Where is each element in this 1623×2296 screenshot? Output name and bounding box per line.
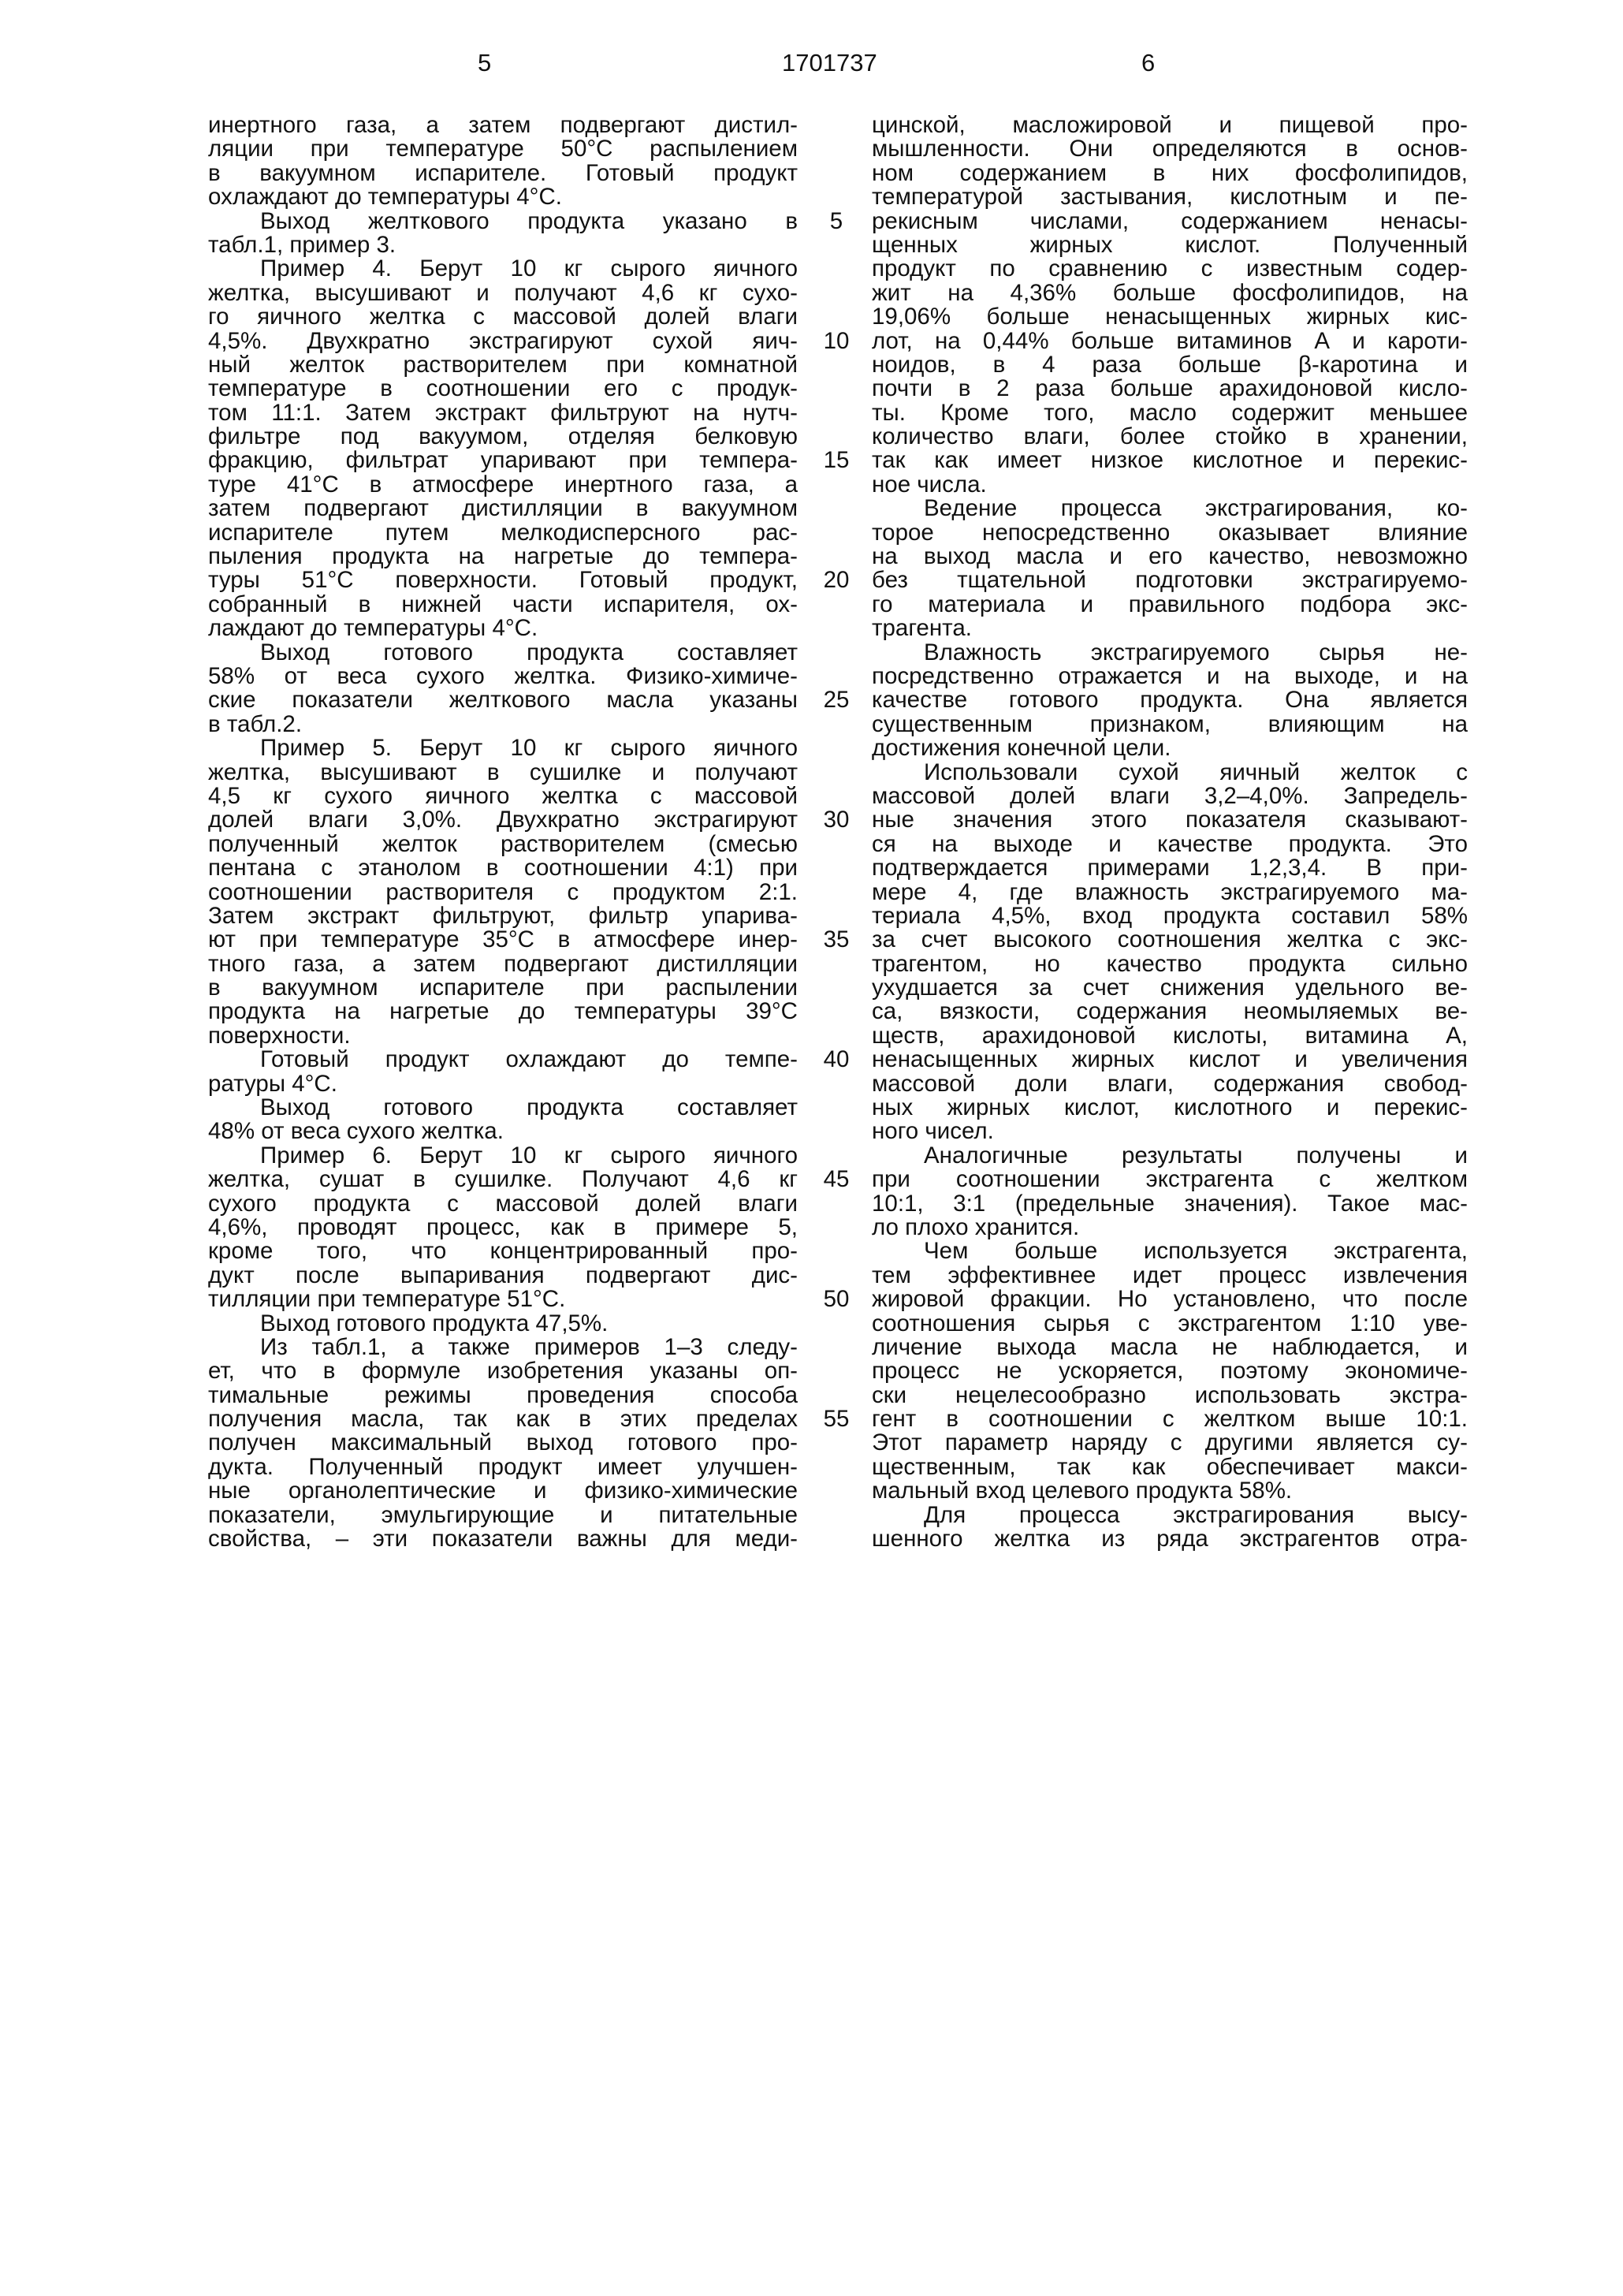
text-line: териала 4,5%, вход продукта составил 58% — [872, 902, 1468, 929]
text-line: ненасыщенных жирных кислот и увеличения — [872, 1046, 1468, 1073]
text-line: лот, на 0,44% больше витаминов А и кароти- — [872, 327, 1468, 354]
text-line: мере 4, где влажность экстрагируемого ма- — [872, 878, 1468, 905]
text-line: в вакуумном испарителе при распылении — [208, 975, 798, 1001]
text-line: ют при температуре 35°С в атмосфере инер- — [208, 926, 798, 953]
text-line: поверхности. — [208, 1022, 351, 1049]
text-line: ноидов, в 4 раза больше β-каротина и — [872, 351, 1468, 378]
text-line: ные значения этого показателя сказывают- — [872, 807, 1468, 833]
text-line: сухого продукта с массовой долей влаги — [208, 1190, 798, 1217]
text-line: жит на 4,36% больше фосфолипидов, на — [872, 279, 1468, 306]
text-line: посредственно отражается и на выходе, и на — [872, 662, 1468, 689]
line-number: 5 — [829, 207, 843, 234]
line-number: 25 — [823, 687, 850, 714]
left-column — [208, 114, 798, 1551]
text-line: существенным признаком, влияющим на — [872, 710, 1468, 737]
text-line: шенного желтка из ряда экстрагентов отра- — [872, 1526, 1468, 1552]
line-number: 45 — [823, 1166, 850, 1193]
text-line: ном содержанием в них фосфолипидов, — [872, 159, 1468, 186]
text-line: тилляции при температуре 51°С. — [208, 1286, 566, 1313]
text-line: гент в соотношении с желтком выше 10:1. — [872, 1406, 1468, 1433]
text-line: 48% от веса сухого желтка. — [208, 1118, 504, 1145]
text-line: температурой застывания, кислотным и пе- — [872, 184, 1468, 211]
text-line: полученный желток растворителем (смесью — [208, 830, 798, 857]
text-line: Для процесса экстрагирования высу- — [924, 1501, 1468, 1528]
text-line: ляции при температуре 50°С распылением — [208, 136, 798, 162]
text-line: том 11:1. Затем экстракт фильтруют на нутч- — [208, 399, 798, 426]
text-line: го яичного желтка с массовой долей влаги — [208, 304, 798, 330]
text-line: 4,5 кг сухого яичного желтка с массовой — [208, 782, 798, 809]
patent-number: 1701737 — [782, 49, 877, 76]
text-line: 19,06% больше ненасыщенных жирных кис- — [872, 304, 1468, 330]
text-line: Выход готового продукта составляет — [260, 639, 798, 665]
text-line: Аналогичные результаты получены и — [924, 1142, 1468, 1168]
text-line: 4,6%, проводят процесс, как в примере 5, — [208, 1213, 798, 1240]
text-line: Пример 4. Берут 10 кг сырого яичного — [260, 255, 798, 282]
text-line: получения масла, так как в этих пределах — [208, 1406, 798, 1433]
text-line: массовой долей влаги 3,2–4,0%. Запредель- — [872, 782, 1468, 809]
text-line: ло плохо хранится. — [872, 1213, 1080, 1240]
text-line: Из табл.1, а также примеров 1–3 следу- — [260, 1333, 798, 1360]
text-line: личение выхода масла не наблюдается, и — [872, 1333, 1468, 1360]
text-line: ществ, арахидоновой кислоты, витамина А, — [872, 1022, 1468, 1049]
text-line: подтверждается примерами 1,2,3,4. В при- — [872, 855, 1468, 882]
text-line: получен максимальный выход готового про- — [208, 1429, 798, 1456]
text-line: трагента. — [872, 615, 972, 642]
line-number: 40 — [823, 1046, 850, 1073]
line-number: 55 — [823, 1406, 850, 1433]
text-line: тимальные режимы проведения способа — [208, 1381, 798, 1408]
text-line: Готовый продукт охлаждают до темпе- — [260, 1046, 798, 1073]
text-line: Ведение процесса экстрагирования, ко- — [924, 495, 1468, 522]
line-number: 50 — [823, 1286, 850, 1313]
text-line: ные органолептические и физико-химические — [208, 1478, 798, 1504]
text-line: ски нецелесообразно использовать экстра- — [872, 1381, 1468, 1408]
text-line: ного чисел. — [872, 1118, 994, 1145]
text-line: пыления продукта на нагретые до темпера- — [208, 543, 798, 570]
text-line: Затем экстракт фильтруют, фильтр упарива- — [208, 902, 798, 929]
text-line: туре 41°С в атмосфере инертного газа, а — [208, 471, 798, 498]
text-line: Чем больше используется экстрагента, — [924, 1238, 1468, 1265]
page-number-right: 6 — [1141, 49, 1156, 76]
text-line: мальный вход целевого продукта 58%. — [872, 1478, 1293, 1504]
line-number: 30 — [823, 807, 850, 833]
text-line: желтка, сушат в сушилке. Получают 4,6 кг — [208, 1166, 798, 1193]
text-line: ся на выходе и качестве продукта. Это — [872, 830, 1468, 857]
text-line: желтка, высушивают в сушилке и получают — [208, 758, 798, 785]
text-line: щественным, так как обеспечивает макси- — [872, 1453, 1468, 1480]
text-line: са, вязкости, содержания неомыляемых ве- — [872, 998, 1468, 1025]
text-line: ские показатели желткового масла указаны — [208, 687, 798, 714]
text-line: за счет высокого соотношения желтка с экс- — [872, 926, 1468, 953]
text-line: дукта. Полученный продукт имеет улучшен- — [208, 1453, 798, 1480]
text-line: достижения конечной цели. — [872, 735, 1171, 762]
text-line: без тщательной подготовки экстрагируемо- — [872, 567, 1468, 594]
text-line: Выход готового продукта составляет — [260, 1094, 798, 1121]
text-line: табл.1, пример 3. — [208, 231, 396, 258]
text-line: долей влаги 3,0%. Двухкратно экстрагируют — [208, 807, 798, 833]
line-number-gutter — [813, 114, 859, 1551]
text-line: на выход масла и его качество, невозможно — [872, 543, 1468, 570]
text-line: показатели, эмульгирующие и питательные — [208, 1501, 798, 1528]
text-line: желтка, высушивают и получают 4,6 кг сухо- — [208, 279, 798, 306]
text-line: тного газа, а затем подвергают дистилляции — [208, 950, 798, 977]
text-line: процесс не ускоряется, поэтому экономиче- — [872, 1358, 1468, 1385]
text-line: фильтре под вакуумом, отделяя белковую — [208, 423, 798, 450]
text-line: рекисным числами, содержанием ненасы- — [872, 207, 1468, 234]
line-number: 20 — [823, 567, 850, 594]
text-line: Выход желткового продукта указано в — [260, 207, 798, 234]
text-line: в табл.2. — [208, 710, 303, 737]
text-line: ратуры 4°С. — [208, 1070, 337, 1097]
text-line: цинской, масложировой и пищевой про- — [872, 112, 1468, 138]
text-line: продукта на нагретые до температуры 39°С — [208, 998, 798, 1025]
line-number: 15 — [823, 447, 850, 474]
text-line: пентана с этанолом в соотношении 4:1) при — [208, 855, 798, 882]
text-line: ное числа. — [872, 471, 987, 498]
text-line: ухудшается за счет снижения удельного ве- — [872, 975, 1468, 1001]
line-number: 35 — [823, 926, 850, 953]
text-line: затем подвергают дистилляции в вакуумном — [208, 495, 798, 522]
text-line: количество влаги, более стойко в хранении, — [872, 423, 1468, 450]
text-line: го материала и правильного подбора экс- — [872, 591, 1468, 617]
text-line: Пример 5. Берут 10 кг сырого яичного — [260, 735, 798, 762]
right-column — [872, 114, 1468, 1551]
line-number: 10 — [823, 327, 850, 354]
text-line: продукт по сравнению с известным содер- — [872, 255, 1468, 282]
text-line: мышленности. Они определяются в основ- — [872, 136, 1468, 162]
text-line: туры 51°С поверхности. Готовый продукт, — [208, 567, 798, 594]
text-line: в вакуумном испарителе. Готовый продукт — [208, 159, 798, 186]
text-line: ных жирных кислот, кислотного и перекис- — [872, 1094, 1468, 1121]
text-line: испарителе путем мелкодисперсного рас- — [208, 519, 798, 546]
text-line: свойства, – эти показатели важны для меди- — [208, 1526, 798, 1552]
text-line: 58% от веса сухого желтка. Физико-химиче- — [208, 662, 798, 689]
text-line: температуре в соотношении его с продук- — [208, 375, 798, 402]
text-line: собранный в нижней части испарителя, ох- — [208, 591, 798, 617]
text-line: почти в 2 раза больше арахидоновой кисло- — [872, 375, 1468, 402]
text-line: Использовали сухой яичный желток с — [924, 758, 1468, 785]
text-line: инертного газа, а затем подвергают дистил- — [208, 112, 798, 138]
text-line: щенных жирных кислот. Полученный — [872, 231, 1468, 258]
text-line: ный желток растворителем при комнатной — [208, 351, 798, 378]
text-line: тем эффективнее идет процесс извлечения — [872, 1262, 1468, 1288]
text-line: массовой доли влаги, содержания свобод- — [872, 1070, 1468, 1097]
text-line: Влажность экстрагируемого сырья не- — [924, 639, 1468, 665]
text-line: кроме того, что концентрированный про- — [208, 1238, 798, 1265]
text-line: жировой фракции. Но установлено, что после — [872, 1286, 1468, 1313]
text-line: Пример 6. Берут 10 кг сырого яичного — [260, 1142, 798, 1168]
text-line: при соотношении экстрагента с желтком — [872, 1166, 1468, 1193]
text-line: ет, что в формуле изобретения указаны оп- — [208, 1358, 798, 1385]
text-line: соотношении растворителя с продуктом 2:1. — [208, 878, 798, 905]
text-line: Этот параметр наряду с другими является су- — [872, 1429, 1468, 1456]
page-number-left: 5 — [478, 49, 492, 76]
text-line: 4,5%. Двухкратно экстрагируют сухой яич- — [208, 327, 798, 354]
text-line: трагентом, но качество продукта сильно — [872, 950, 1468, 977]
text-line: так как имеет низкое кислотное и перекис- — [872, 447, 1468, 474]
text-line: охлаждают до температуры 4°С. — [208, 184, 562, 211]
text-line: фракцию, фильтрат упаривают при темпера- — [208, 447, 798, 474]
text-line: лаждают до температуры 4°С. — [208, 615, 538, 642]
text-line: ты. Кроме того, масло содержит меньшее — [872, 399, 1468, 426]
text-line: дукт после выпаривания подвергают дис- — [208, 1262, 798, 1288]
text-line: соотношения сырья с экстрагентом 1:10 уве- — [872, 1310, 1468, 1336]
text-line: Выход готового продукта 47,5%. — [260, 1310, 609, 1336]
text-line: 10:1, 3:1 (предельные значения). Такое мас- — [872, 1190, 1468, 1217]
text-line: торое непосредственно оказывает влияние — [872, 519, 1468, 546]
text-line: качестве готового продукта. Она является — [872, 687, 1468, 714]
